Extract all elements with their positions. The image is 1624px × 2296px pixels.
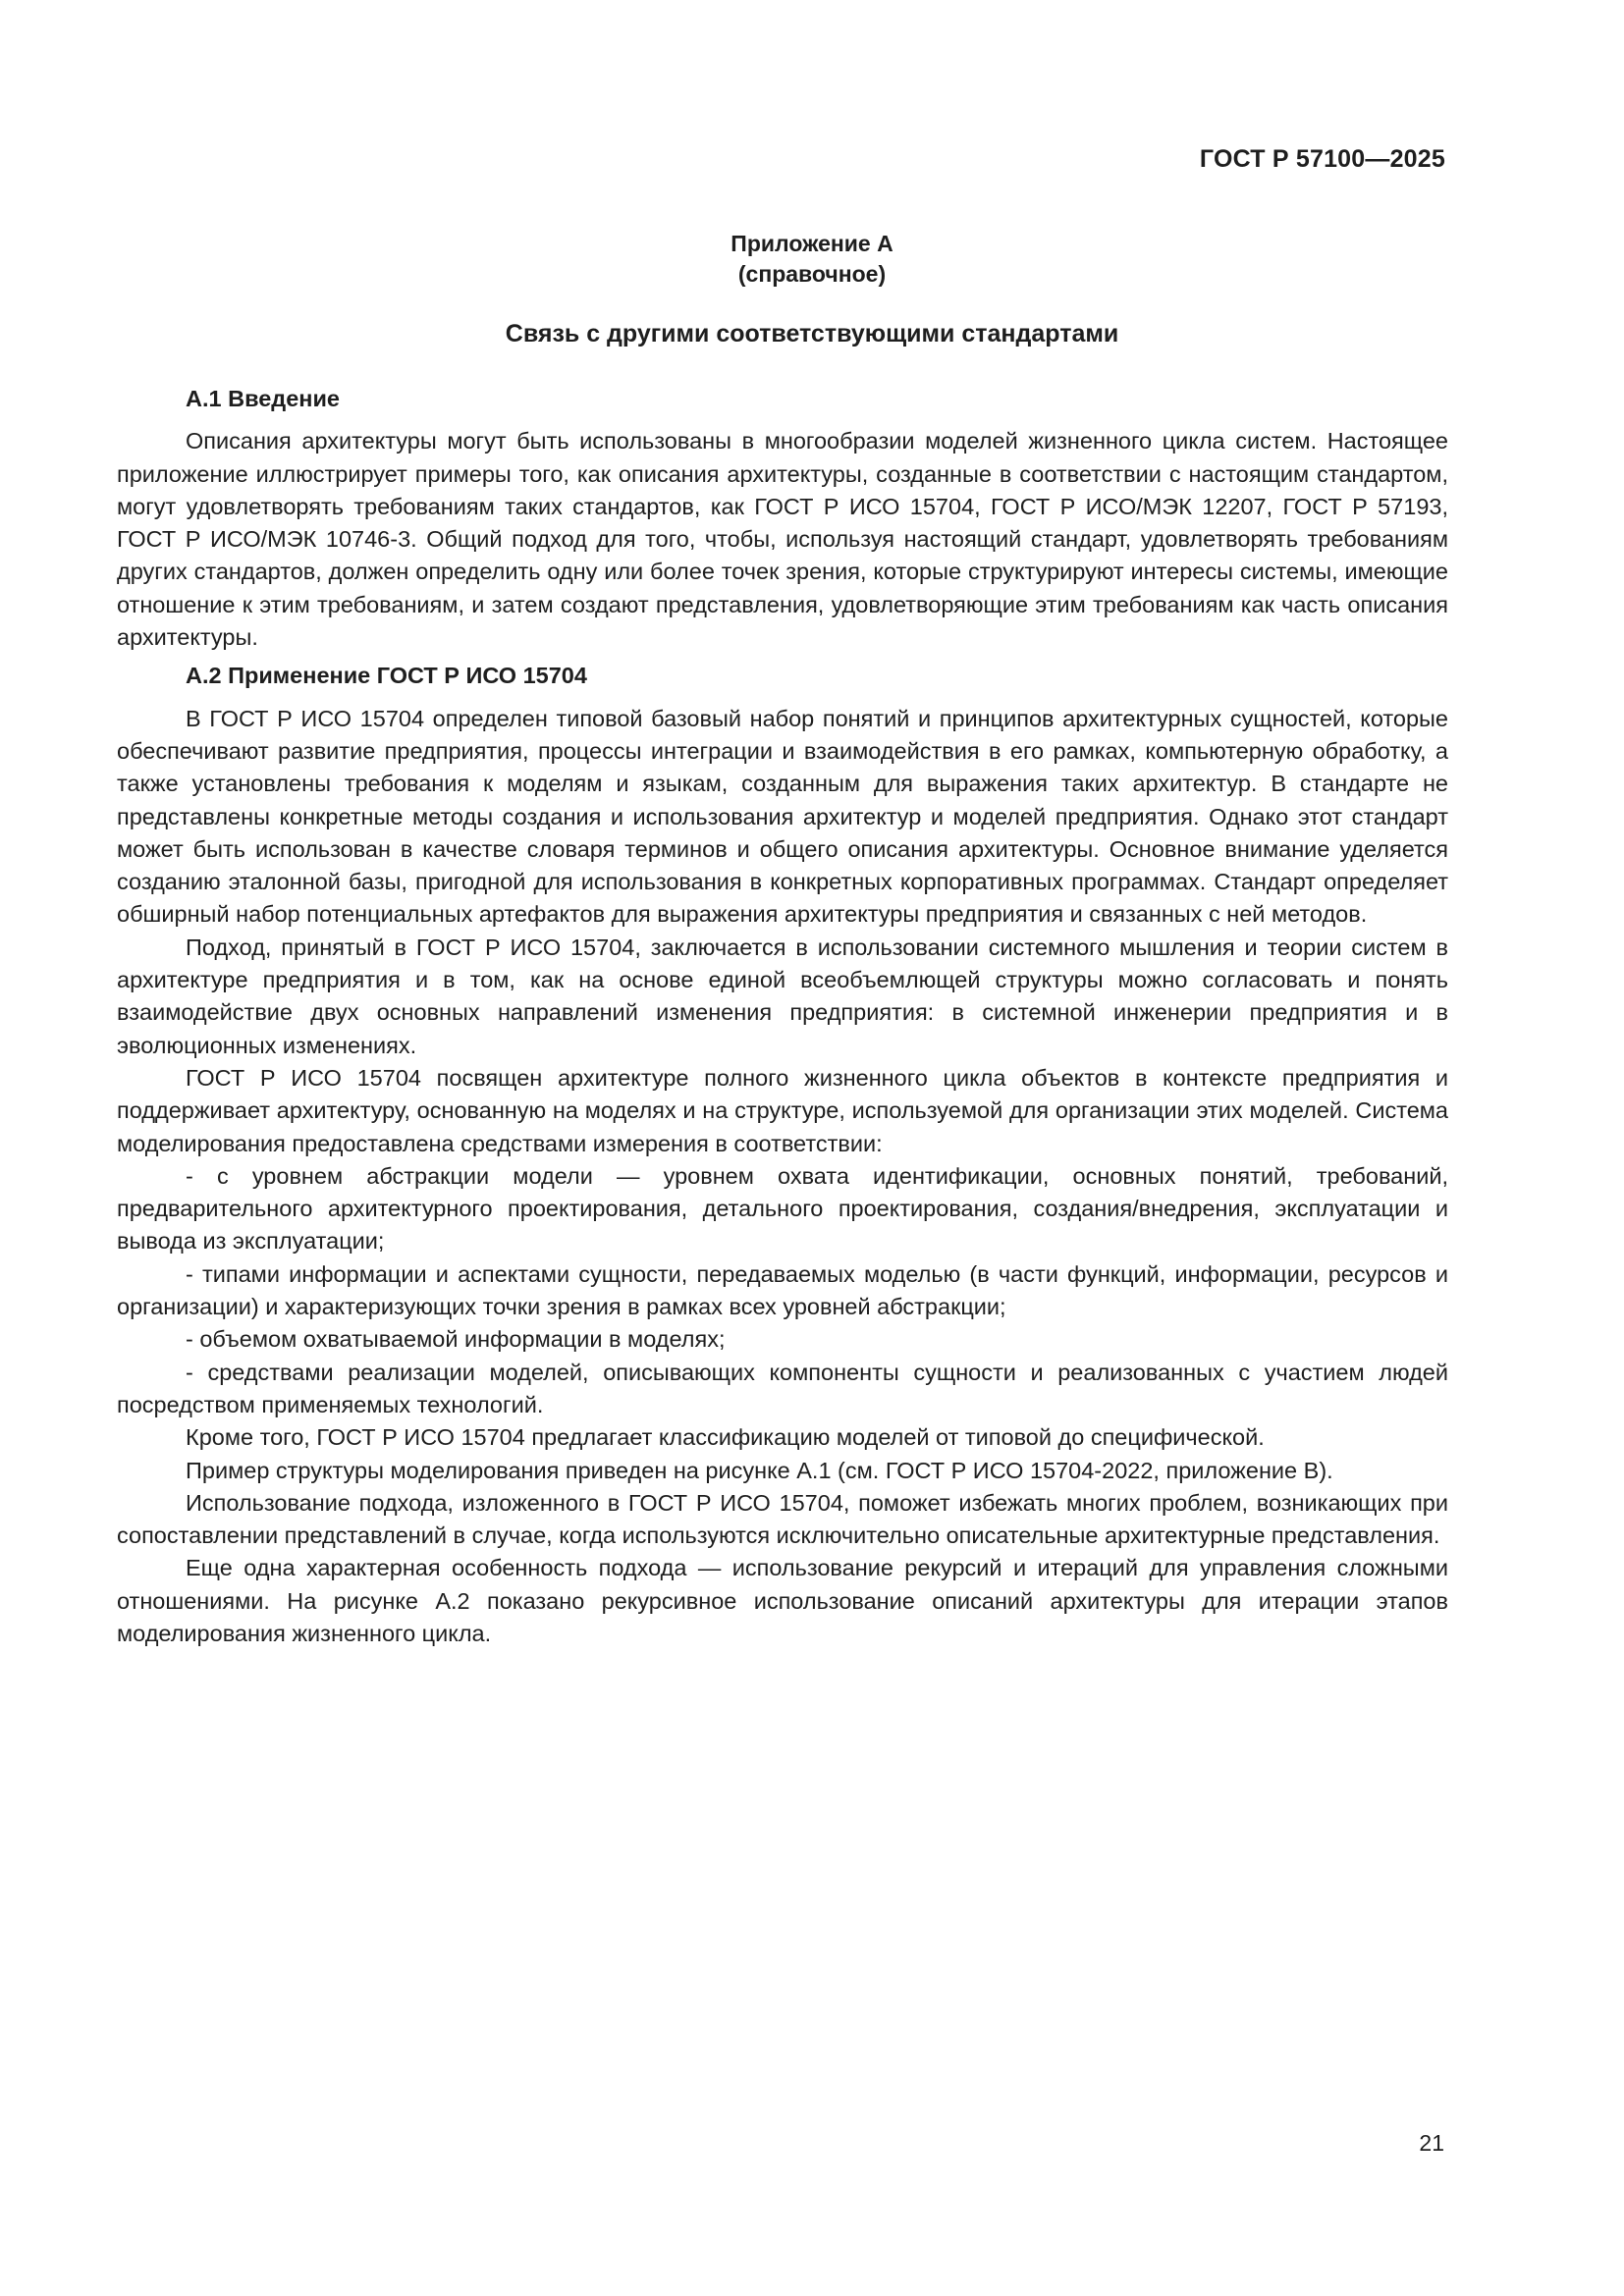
list-item: - объемом охватываемой информации в моделях; <box>186 1326 726 1353</box>
paragraph: ГОСТ Р ИСО 15704 посвящен архитектуре полного жизненного цикла объектов в контексте предприятия и поддерживает архитектуру, основанную на моделях и на структуре, используемой для организации этих моделей. Система моделирования предоставлена средствами измерения в соответствии: <box>117 1064 1448 1156</box>
paragraph: Описания архитектуры могут быть использованы в многообразии моделей жизненного цикла систем. Настоящее приложение иллюстрирует примеры того, как описания архитектуры, созданные в соответствии с настоящим стандартом, могут удовлетворять требованиям таких стандартов, как ГОСТ Р ИСО 15704, ГОСТ Р ИСО/МЭК 12207, ГОСТ Р 57193, ГОСТ Р ИСО/МЭК 10746-3. Общий подход для того, чтобы, используя настоящий стандарт, удовлетворять требованиям других стандартов, должен определить одну или более точек зрения, которые структурируют интересы системы, имеющие отношение к этим требованиям, и затем создают представления, удовлетворяющие этим требованиям как часть описания архитектуры. <box>117 428 1448 651</box>
paragraph: Подход, принятый в ГОСТ Р ИСО 15704, заключается в использовании системного мышления и теории систем в архитектуре предприятия и в том, как на основе единой всеобъемлющей структуры можно согласовать и понять взаимодействие двух основных направлений изменения предприятия: в системной инженерии предприятия и в эволюционных изменениях. <box>117 934 1448 1058</box>
document-code-header: ГОСТ Р 57100—2025 <box>1199 145 1445 173</box>
paragraph: Использование подхода, изложенного в ГОСТ Р ИСО 15704, поможет избежать многих проблем, возникающих при сопоставлении представлений в случае, когда используются исключительно описательные архитектурные представления. <box>117 1489 1448 1549</box>
appendix-heading-block <box>0 229 1624 290</box>
appendix-title: Связь с другими соответствующими стандартами <box>505 320 1119 347</box>
document-body <box>117 383 1448 1650</box>
appendix-label: Приложение А <box>731 231 893 256</box>
paragraph: Пример структуры моделирования приведен на рисунке А.1 (см. ГОСТ Р ИСО 15704-2022, приложение В). <box>186 1457 1333 1483</box>
section-heading-a1: А.1 Введение <box>186 386 340 411</box>
section-heading-a2: А.2 Применение ГОСТ Р ИСО 15704 <box>186 663 587 689</box>
list-item: - средствами реализации моделей, описывающих компоненты сущности и реализованных с участием людей посредством применяемых технологий. <box>117 1359 1448 1417</box>
appendix-type: (справочное) <box>737 261 887 287</box>
page-number: 21 <box>1419 2130 1444 2156</box>
paragraph: Еще одна характерная особенность подхода — использование рекурсий и итераций для управления сложными отношениями. На рисунке А.2 показано рекурсивное использование описаний архитектуры для итерации этапов моделирования жизненного цикла. <box>117 1555 1448 1646</box>
paragraph: Кроме того, ГОСТ Р ИСО 15704 предлагает классификацию моделей от типовой до специфической. <box>186 1424 1265 1451</box>
list-item: - типами информации и аспектами сущности, передаваемых моделью (в части функций, информации, ресурсов и организации) и характеризующих точки зрения в рамках всех уровней абстракции; <box>117 1260 1448 1320</box>
paragraph: В ГОСТ Р ИСО 15704 определен типовой базовый набор понятий и принципов архитектурных сущностей, которые обеспечивают развитие предприятия, процессы интеграции и взаимодействия в его рамках, компьютерную обработку, а также установлены требования к моделям и языкам, созданным для выражения таких архитектур. В стандарте не представлены конкретные методы создания и использования архитектур и моделей предприятия. Однако этот стандарт может быть использован в качестве словаря терминов и общего описания архитектуры. Основное внимание уделяется созданию эталонной базы, пригодной для использования в конкретных корпоративных программах. Стандарт определяет обширный набор потенциальных артефактов для выражения архитектуры предприятия и связанных с ней методов. <box>117 705 1448 928</box>
list-item: - с уровнем абстракции модели — уровнем охвата идентификации, основных понятий, требований, предварительного архитектурного проектирования, детального проектирования, создания/внедрения, эксплуатации и вывода из эксплуатации; <box>117 1162 1448 1255</box>
